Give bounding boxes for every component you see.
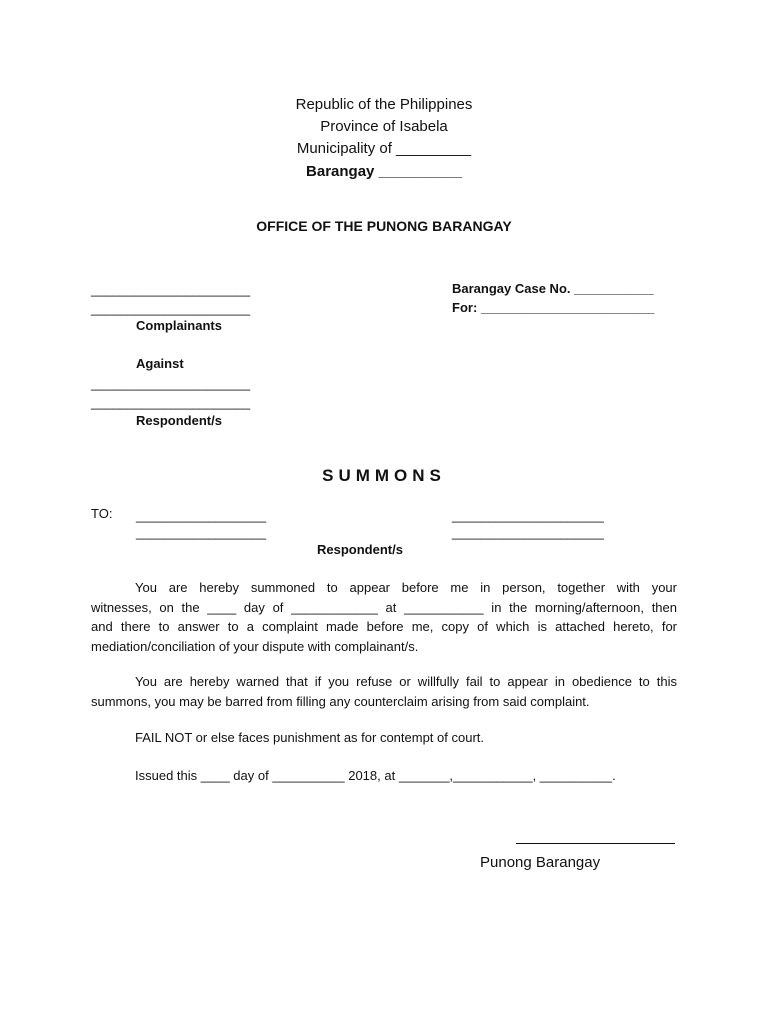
header-municipality: Municipality of _________ — [296, 140, 472, 157]
paragraph-1-line-4: mediation/conciliation of your dispute with complainant/s. — [91, 638, 419, 654]
respondent-line-1: ______________________ — [91, 376, 251, 391]
paragraph-2-line-1: You are hereby warned that if you refuse or willfully fail to appear in obedience to this — [135, 674, 677, 689]
to-label: TO: — [91, 506, 113, 521]
paragraph-1-line-2: witnesses, on the ____ day of ____________ at ___________ in the morning/afternoon, then — [91, 599, 677, 615]
signature-label: Punong Barangay — [480, 854, 601, 871]
header-republic: Republic of the Philippines — [295, 96, 473, 113]
to-respondents-label: Respondent/s — [317, 542, 403, 557]
respondent-line-2: ______________________ — [91, 395, 251, 410]
to-right-line-1: _____________________ — [452, 508, 604, 523]
to-left-line-2: __________________ — [136, 525, 267, 540]
paragraph-warning — [91, 672, 677, 711]
case-number: Barangay Case No. ___________ — [452, 281, 654, 296]
to-right-line-2: _____________________ — [452, 525, 604, 540]
header-province: Province of Isabela — [320, 118, 448, 135]
signature-line — [516, 843, 675, 844]
office-title: OFFICE OF THE PUNONG BARANGAY — [256, 218, 512, 234]
complainant-line-2: ______________________ — [91, 301, 251, 316]
paragraph-issued: Issued this ____ day of __________ 2018, at _______,___________, __________. — [135, 768, 616, 783]
complainant-line-1: ______________________ — [91, 282, 251, 297]
paragraph-1-line-3: and there to answer to a complaint made before me, copy of which is attached hereto, for — [91, 619, 677, 634]
to-left-line-1: __________________ — [136, 508, 267, 523]
paragraph-2-line-2: summons, you may be barred from filling any counterclaim arising from said complaint. — [91, 693, 590, 709]
paragraph-1-line-1: You are hereby summoned to appear before me in person, together with your — [135, 580, 677, 595]
paragraph-fail-not: FAIL NOT or else faces punishment as for contempt of court. — [135, 730, 484, 745]
against-label: Against — [136, 356, 184, 371]
respondents-label: Respondent/s — [136, 413, 222, 428]
summons-title: SUMMONS — [322, 466, 446, 485]
case-for: For: ________________________ — [452, 300, 655, 315]
complainants-label: Complainants — [136, 318, 222, 333]
header-barangay: Barangay __________ — [306, 163, 462, 180]
paragraph-summoned — [91, 578, 677, 656]
